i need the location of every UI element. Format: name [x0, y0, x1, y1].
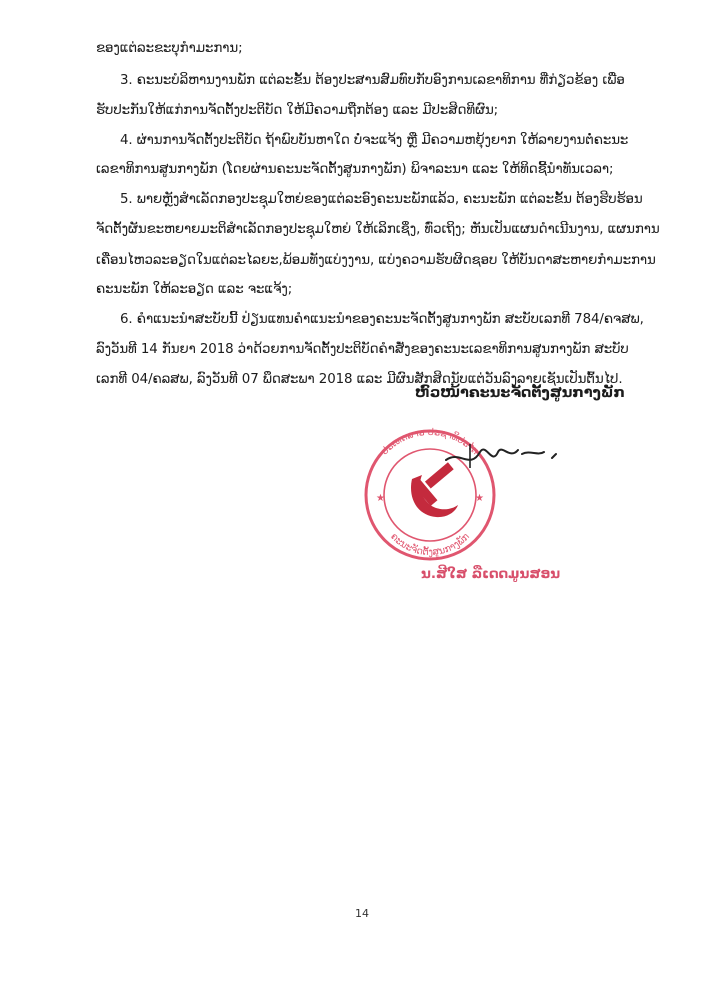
- stamp-text-bottom: ຄະນະຈັດຕັ້ງສູນກາງພັກ: [388, 531, 472, 559]
- svg-text:★: ★: [376, 493, 385, 504]
- signature-title: ຫົວໜ້າຄະນະຈັດຕັ້ງສູນກາງພັກ: [415, 385, 625, 401]
- text-line: ຈັດຕັ້ງຜັນຂະຫຍາຍມະຕິສຳເລັດກອງປະຊຸມໃຫຍ່ ໃຫ້ເລິກເຊິ່ງ, ທົ່ວເຖິງ; ຫັນເປັນແຜນດຳເນີນງານ, ແຜນການ: [96, 222, 660, 237]
- page-number: 14: [355, 907, 369, 920]
- text-line: ຄະນະພັກ ໃຫ້ລະອຽດ ແລະ ຈະແຈ້ງ;: [96, 282, 293, 297]
- text-line: 6. ຄຳແນະນຳສະບັບນີ້ ປ່ຽນແທນຄຳແນະນຳຂອງຄະນະຈັດຕັ້ງສູນກາງພັກ ສະບັບເລກທີ 784/ຄຈສພ,: [120, 312, 644, 327]
- svg-text:ຄະນະຈັດຕັ້ງສູນກາງພັກ: [388, 531, 472, 558]
- text-line: ລົງວັນທີ 14 ກັນຍາ 2018 ວ່າດ້ວຍການຈັດຕັ້ງປະຕິບັດຄຳສັ່ງຂອງຄະນະເລຂາທິການສູນກາງພັກ ສະບັບ: [96, 342, 629, 357]
- text-line: ເລກທີ 04/ຄລສພ, ລົງວັນທີ 07 ພຶດສະພາ 2018 ແລະ ມີຜົນສັກສິດນັບແຕ່ວັນລົງລາຍເຊັນເປັນຕົ້ນໄປ.: [96, 372, 623, 387]
- signer-name: ນ.ສີໃສ ລືເດດມູນສອນ: [421, 566, 561, 582]
- handwritten-signature: [440, 430, 560, 490]
- text-line: 4. ຜ່ານການຈັດຕັ້ງປະຕິບັດ ຖ້າພົບບັນຫາໃດ ບໍ່ຈະແຈ້ງ ຫຼື ມີຄວາມຫຍຸ້ງຍາກ ໃຫ້ລາຍງານຕໍ່ຄະນະ: [120, 133, 629, 148]
- text-line: 5. ພາຍຫຼັງສຳເລັດກອງປະຊຸມໃຫຍ່ຂອງແຕ່ລະອົງຄະນະພັກແລ້ວ, ຄະນະພັກ ແຕ່ລະຂັ້ນ ຕ້ອງຮີບຮ້ອນ: [120, 192, 643, 207]
- svg-text:★: ★: [475, 493, 484, 504]
- text-line: ຂອງແຕ່ລະຂະບຸກຳມະການ;: [96, 41, 243, 56]
- text-line: 3. ຄະນະບໍລິຫານງານພັກ ແຕ່ລະຂັ້ນ ຕ້ອງປະສານສົມທົບກັບອົງການເລຂາທິການ ທີ່ກ່ຽວຂ້ອງ ເພື່ອ: [120, 73, 625, 88]
- text-line: ເລຂາທິການສູນກາງພັກ (ໂດຍຜ່ານຄະນະຈັດຕັ້ງສູນກາງພັກ) ພິຈາລະນາ ແລະ ໃຫ້ທິດຊີ້ນຳທັນເວລາ;: [96, 162, 614, 177]
- text-line: ເຄື່ອນໄຫວລະອຽດໃນແຕ່ລະໄລຍະ,ພ້ອມທັງແບ່ງງານ, ແບ່ງຄວາມຮັບຜິດຊອບ ໃຫ້ບັນດາສະຫາຍກຳມະການ: [96, 253, 656, 268]
- text-line: ຮັບປະກັນໃຫ້ແກ່ການຈັດຕັ້ງປະຕິບັດ ໃຫ້ມີຄວາມຖືກຕ້ອງ ແລະ ມີປະສິດທິຜົນ;: [96, 103, 499, 118]
- stamp-text-top: ປະເທດລາວ ປະຊາທິປະໄຕ: [379, 426, 481, 458]
